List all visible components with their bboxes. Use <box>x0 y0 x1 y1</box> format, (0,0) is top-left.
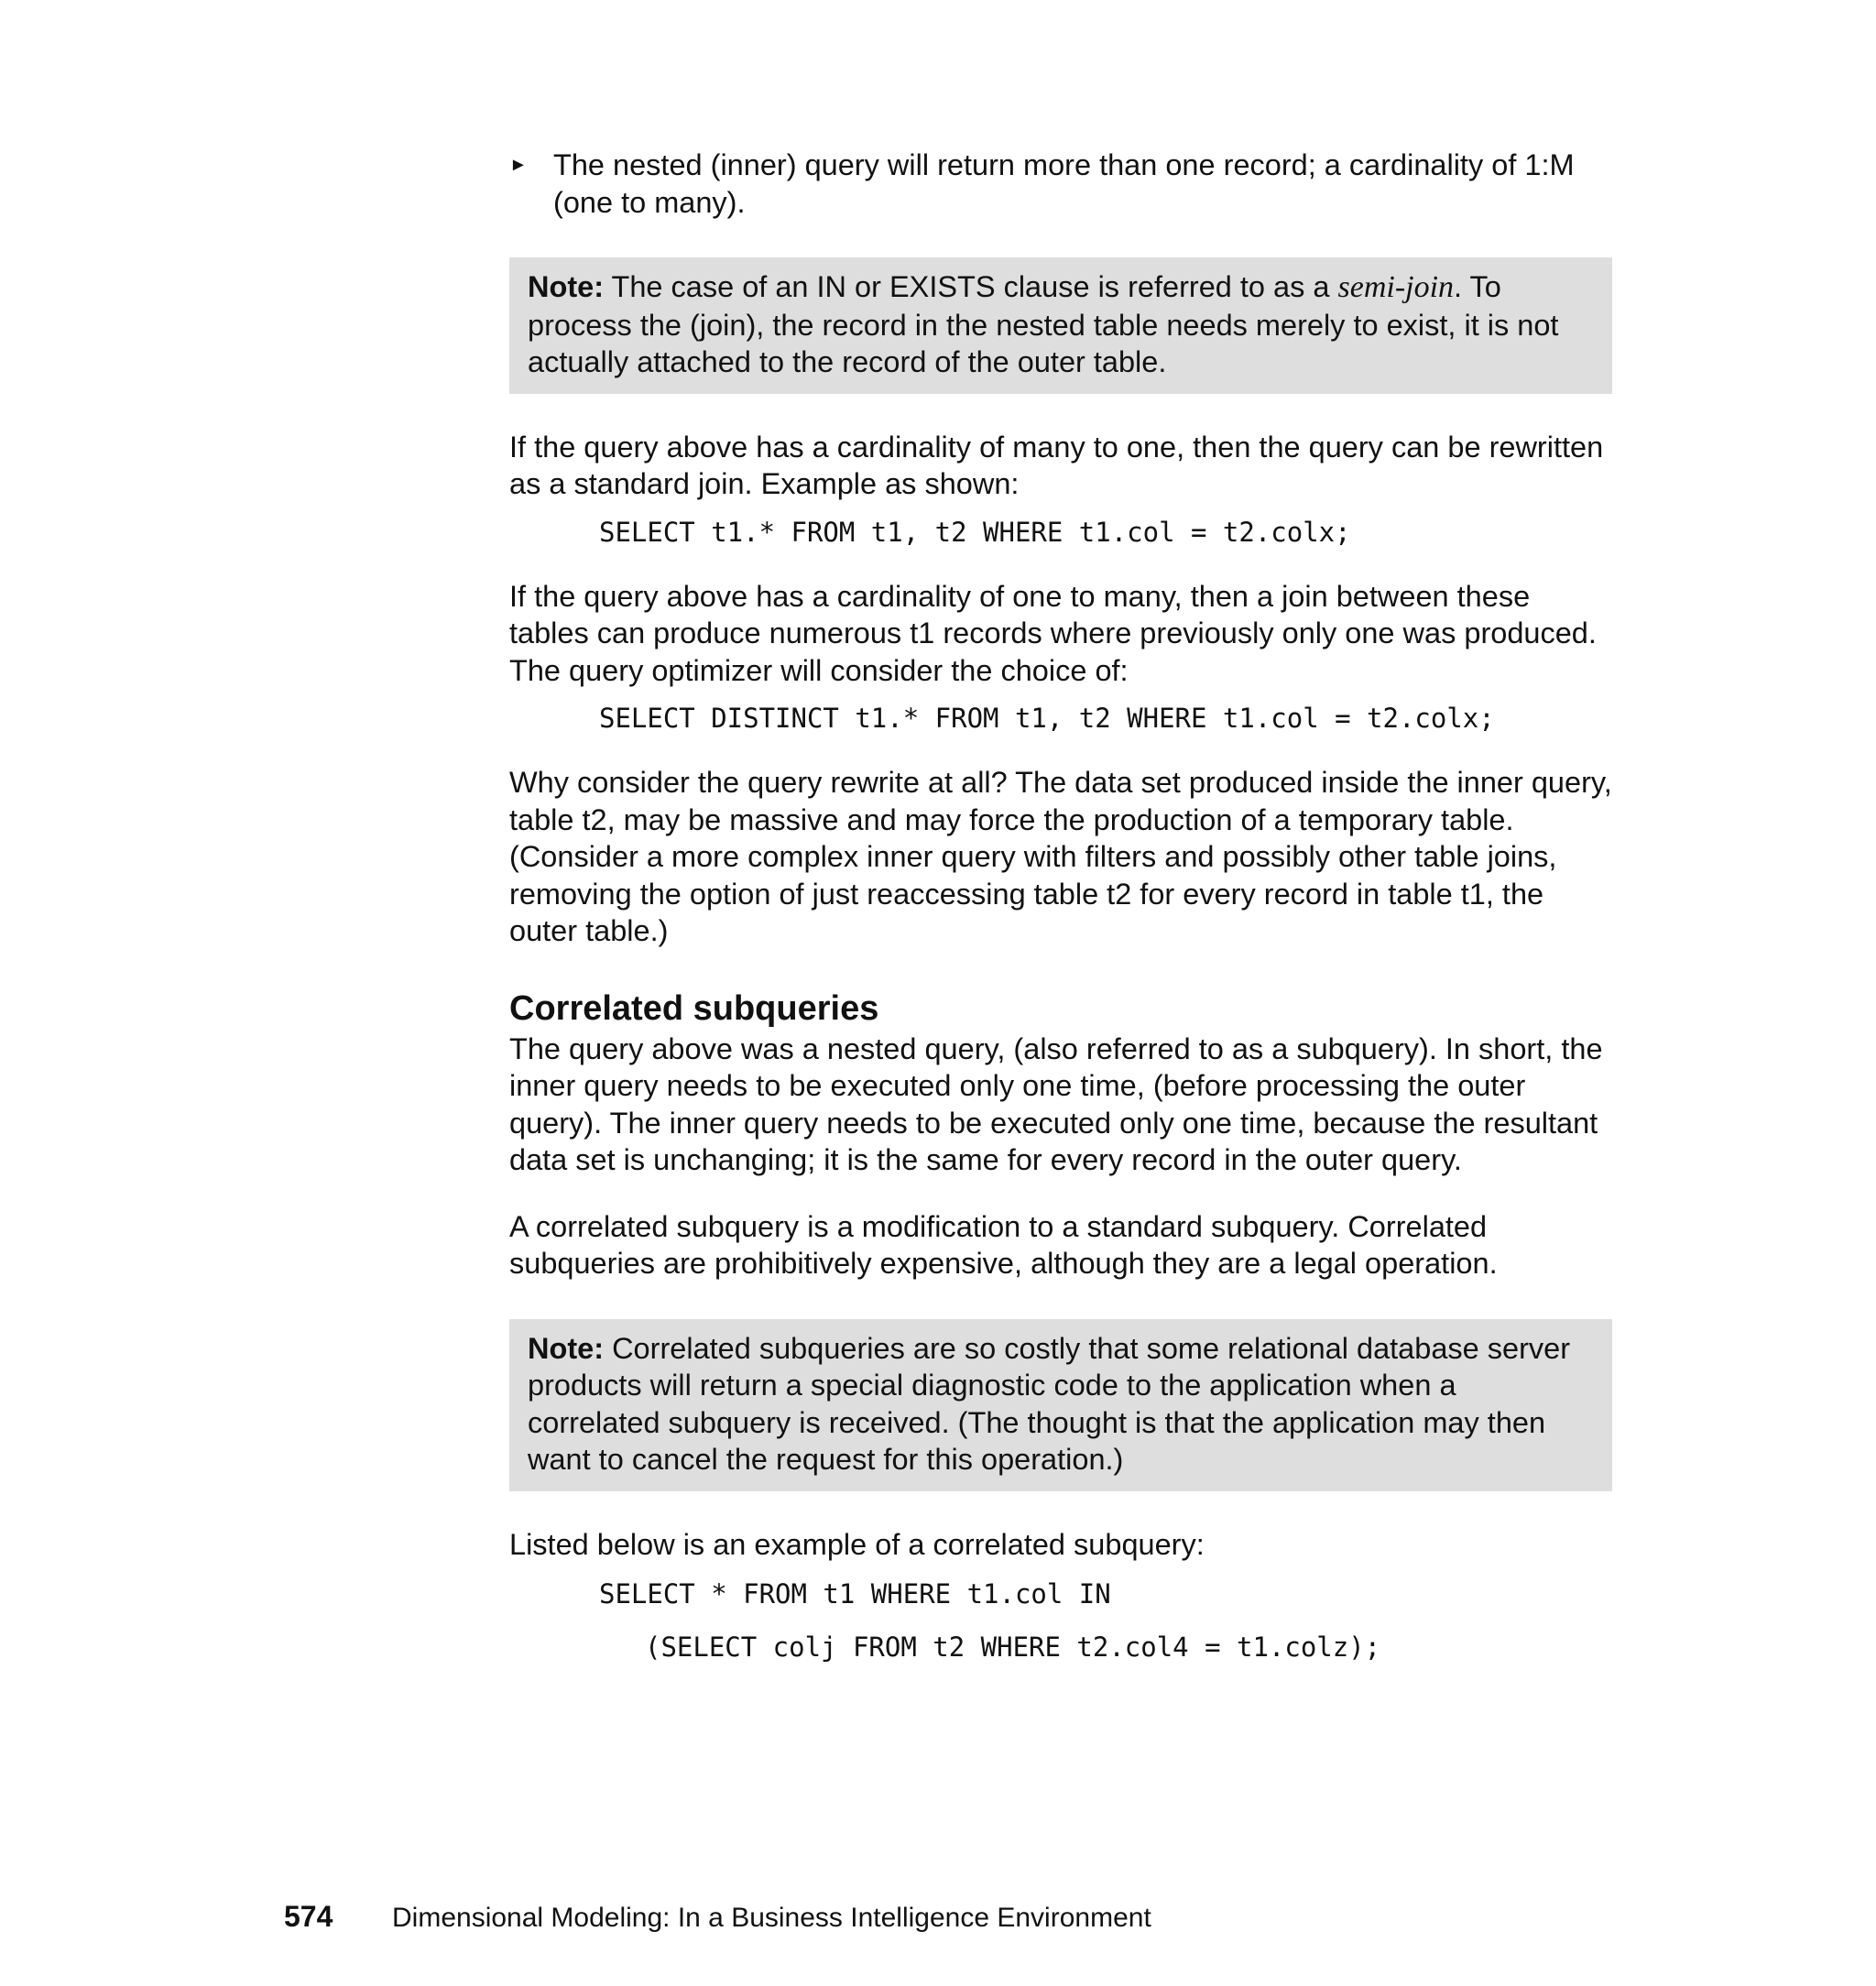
bullet-item <box>509 147 1612 221</box>
page-footer <box>284 1898 1658 1937</box>
page-number: 574 <box>284 1900 333 1933</box>
note-box <box>509 257 1612 394</box>
note-label: Note: <box>528 1331 605 1365</box>
paragraph: If the query above has a cardinality of many to one, then the query can be rewritten as a standard join. Example as shown: <box>509 430 1604 500</box>
triangle-bullet-icon: ► <box>509 155 528 175</box>
note-text <box>528 268 1594 381</box>
code-sample: SELECT DISTINCT t1.* FROM t1, t2 WHERE t1.col = t2.colx; <box>599 703 1495 734</box>
note-text-before: The case of an IN or EXISTS clause is referred to as a <box>604 270 1338 303</box>
paragraph: A correlated subquery is a modification to a standard subquery. Correlated subqueries are prohibitively expensive, although they are a legal operation. <box>509 1209 1498 1280</box>
note-emphasis: semi-join <box>1337 270 1455 304</box>
bullet-text: The nested (inner) query will return more than one record; a cardinality of 1:M (one to many). <box>553 148 1575 219</box>
code-sample-line-1: SELECT * FROM t1 WHERE t1.col IN <box>599 1578 1111 1610</box>
section-heading: Correlated subqueries <box>509 988 879 1028</box>
note-body: Correlated subqueries are so costly that some relational database server products will return a special diagnostic code to the application when a correlated subquery is received. (The thought is that the application may then want to cancel the request for this operation.) <box>528 1331 1571 1476</box>
paragraph: If the query above has a cardinality of one to many, then a join between these tables can produce numerous t1 records where previously only one was produced. The query optimizer will consider the choice of: <box>509 579 1597 687</box>
code-sample: SELECT t1.* FROM t1, t2 WHERE t1.col = t2.colx; <box>599 516 1351 548</box>
note-text-after: . To process the (join), the record in the nested table needs merely to exist, it is not actually attached to the record of the outer table. <box>528 270 1559 378</box>
book-title: Dimensional Modeling: In a Business Intelligence Environment <box>392 1903 1151 1933</box>
page-content <box>509 147 1612 1665</box>
paragraph: Why consider the query rewrite at all? The data set produced inside the inner query, table t2, may be massive and may force the production of a temporary table. (Consider a more complex inner query with filters and possibly other table joins, removing the option of just reaccessing table t2 for every record in table t1, the outer table.) <box>509 766 1612 947</box>
paragraph: The query above was a nested query, (also referred to as a subquery). In short, the inner query needs to be executed only one time, (before processing the outer query). The inner query needs to be executed only one time, because the resultant data set is unchanging; it is the same for every record in the outer query. <box>509 1031 1603 1176</box>
note-box <box>509 1319 1612 1491</box>
paragraph: Listed below is an example of a correlated subquery: <box>509 1527 1205 1561</box>
note-label: Note: <box>528 270 605 303</box>
code-sample-line-2: (SELECT colj FROM t2 WHERE t2.col4 = t1.colz); <box>645 1631 1381 1663</box>
note-text <box>528 1330 1594 1479</box>
